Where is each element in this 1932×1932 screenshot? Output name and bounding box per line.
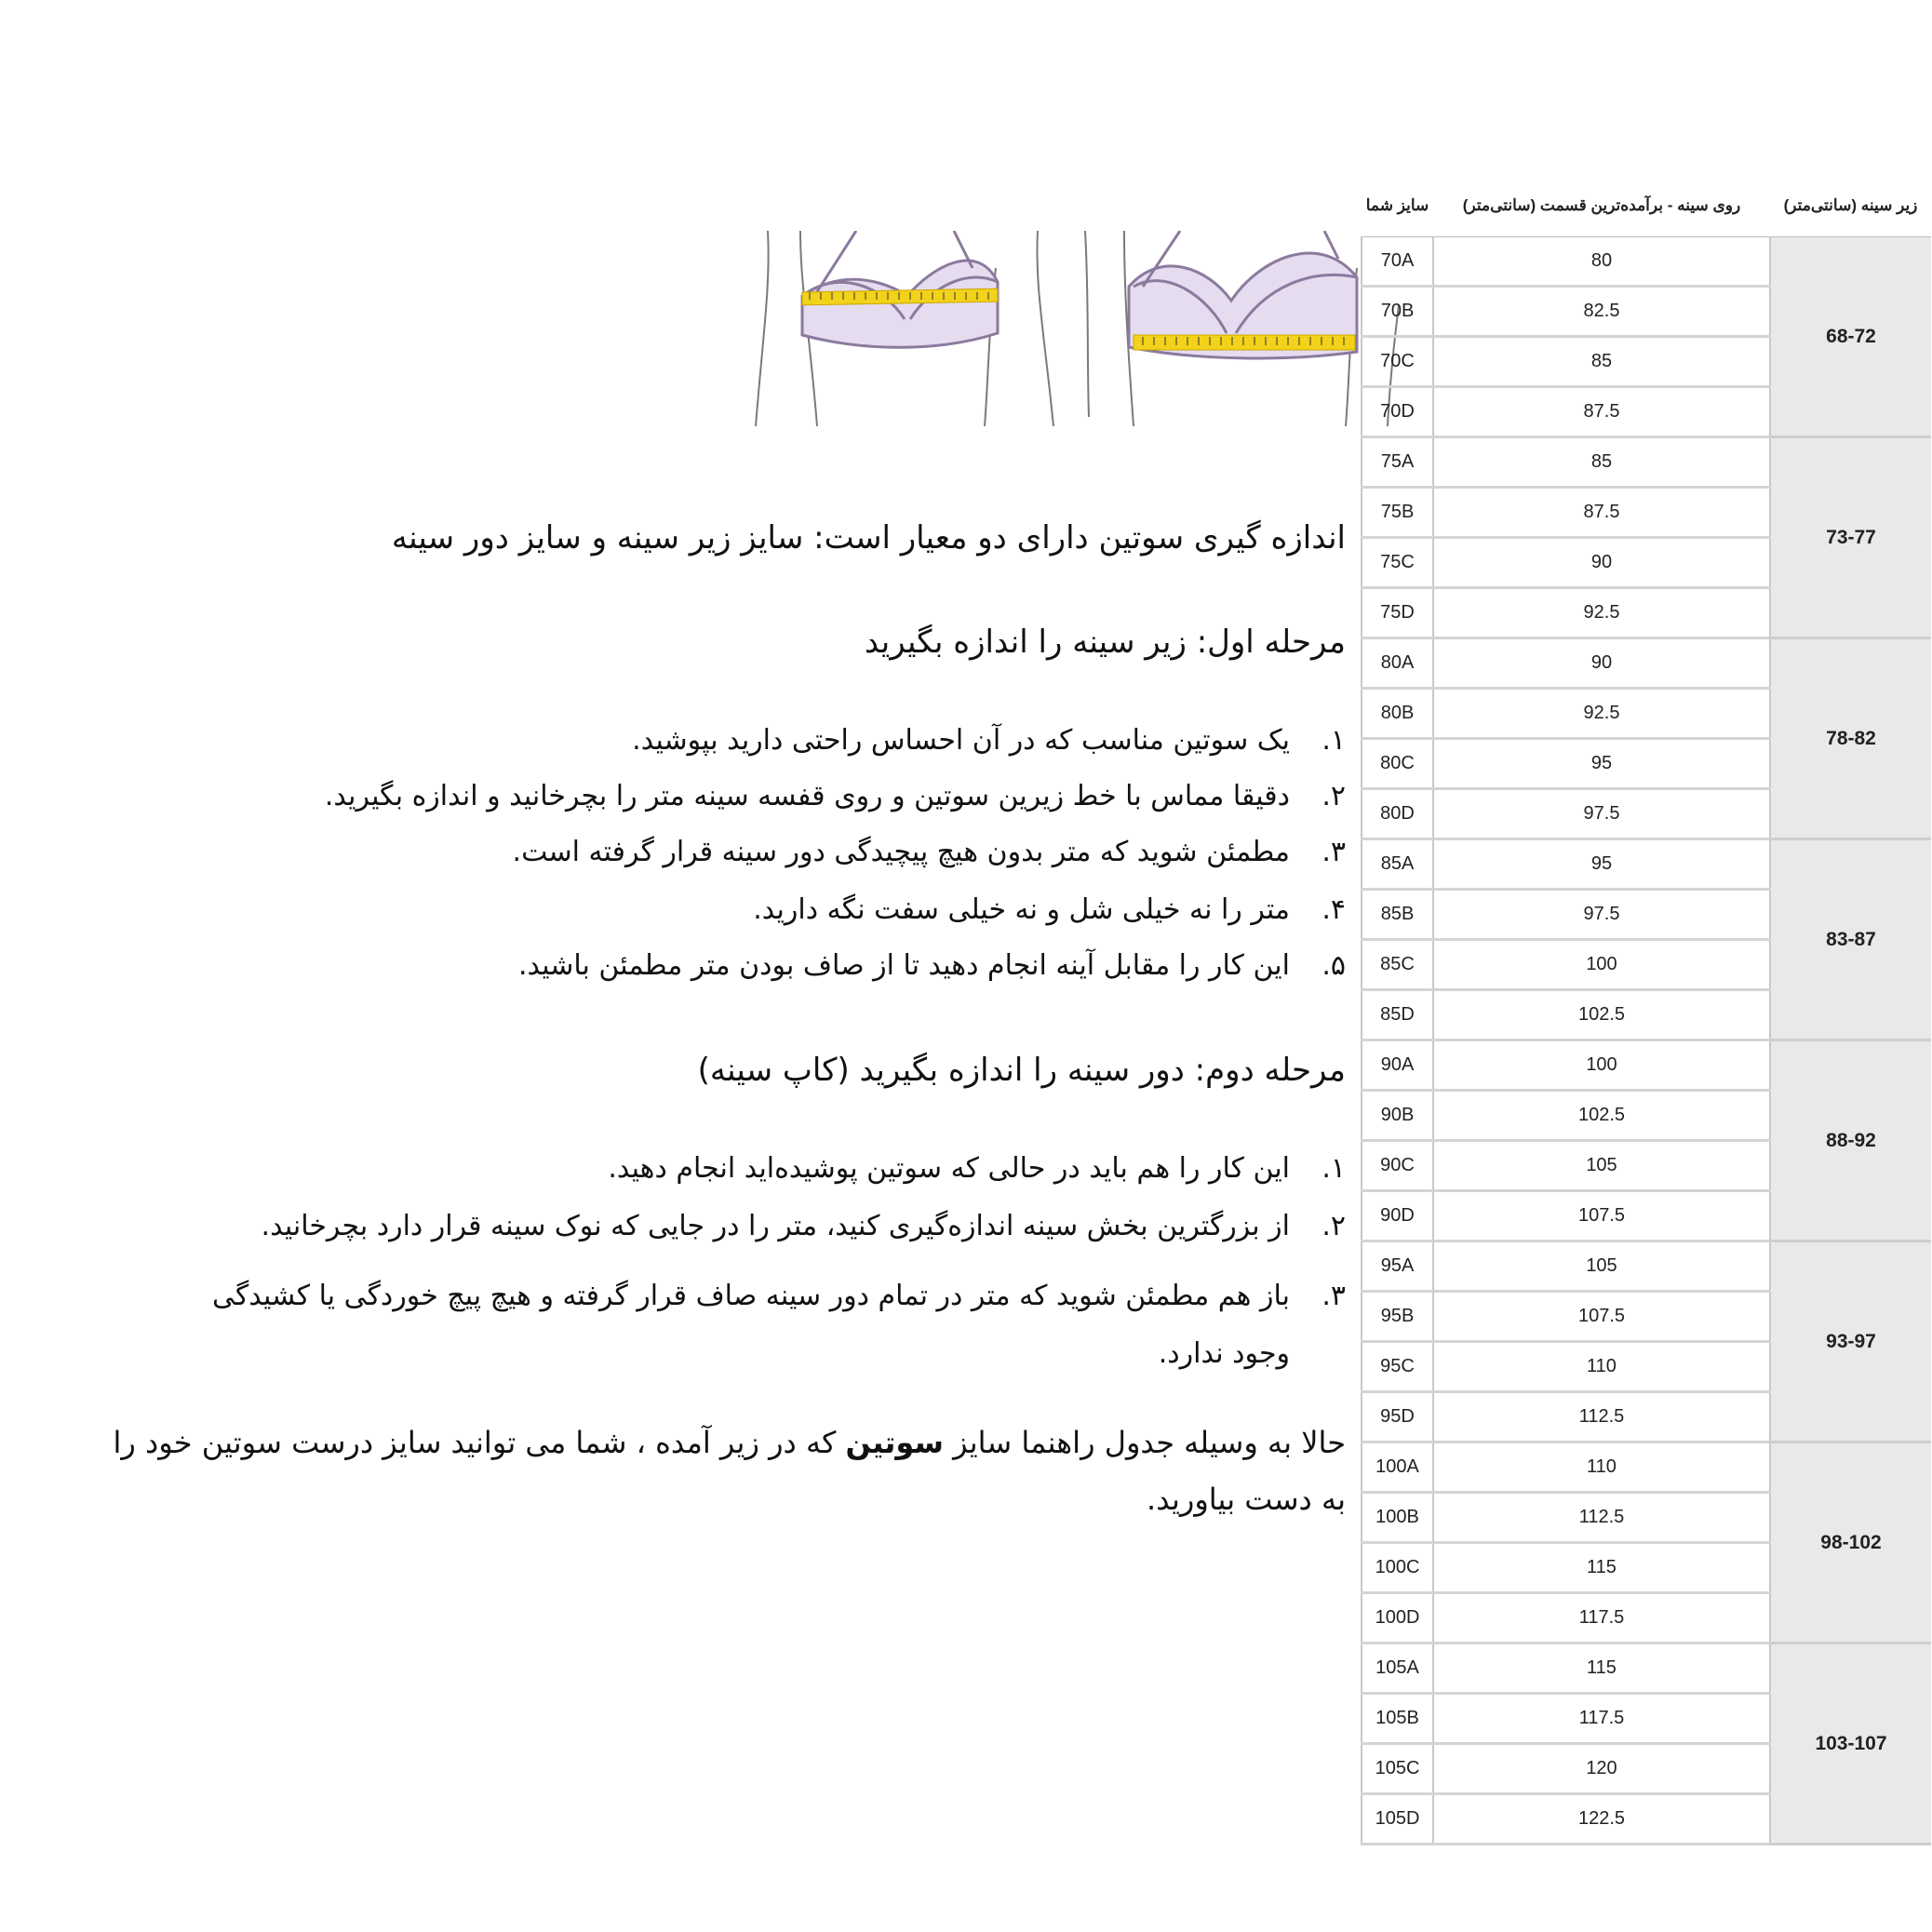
summary-text (99, 1415, 1346, 1528)
bust-cell: 115 (1433, 1543, 1770, 1593)
bust-cell: 100 (1433, 1040, 1770, 1091)
bust-cell: 110 (1433, 1342, 1770, 1392)
bra-size-table (1361, 175, 1931, 1845)
item-number: ۳. (1322, 836, 1346, 868)
step2-title: مرحله دوم: دور سینه را اندازه بگیرید (کاپ سینه) (697, 1052, 1346, 1089)
item-number: ۵. (1322, 949, 1346, 982)
bust-cell: 87.5 (1433, 488, 1770, 538)
size-cell: 85C (1362, 940, 1433, 990)
size-cell: 105C (1362, 1744, 1433, 1794)
underbust-cell: 88-92 (1770, 1040, 1931, 1241)
bust-cell: 95 (1433, 839, 1770, 890)
header-size: سایز شما (1362, 175, 1433, 237)
step1-item-2 (325, 780, 1346, 813)
bust-cell: 112.5 (1433, 1392, 1770, 1442)
table-row (1362, 638, 1931, 689)
item-text: از بزرگترین بخش سینه اندازه‌گیری کنید، متر را در جایی که نوک سینه قرار دارد بچرخانید. (261, 1210, 1290, 1242)
size-cell: 75C (1362, 538, 1433, 588)
size-cell: 105A (1362, 1644, 1433, 1694)
bust-cell: 122.5 (1433, 1794, 1770, 1845)
size-cell: 75A (1362, 437, 1433, 488)
bust-cell: 107.5 (1433, 1292, 1770, 1342)
size-cell: 70B (1362, 287, 1433, 337)
size-cell: 90D (1362, 1191, 1433, 1241)
bust-cell: 117.5 (1433, 1694, 1770, 1744)
size-cell: 95C (1362, 1342, 1433, 1392)
size-cell: 80D (1362, 789, 1433, 839)
size-cell: 75B (1362, 488, 1433, 538)
size-cell: 90B (1362, 1091, 1433, 1141)
table-row (1362, 1241, 1931, 1292)
step2-item-3 (201, 1268, 1346, 1382)
size-cell: 95B (1362, 1292, 1433, 1342)
size-cell: 80B (1362, 689, 1433, 739)
bust-cell: 112.5 (1433, 1493, 1770, 1543)
size-cell: 95D (1362, 1392, 1433, 1442)
item-text: یک سوتین مناسب که در آن احساس راحتی دارید بپوشید. (632, 724, 1290, 757)
bust-cell: 100 (1433, 940, 1770, 990)
item-text: این کار را هم باید در حالی که سوتین پوشیده‌اید انجام دهید. (608, 1152, 1290, 1185)
size-cell: 95A (1362, 1241, 1433, 1292)
size-cell: 70C (1362, 337, 1433, 387)
bust-cell: 95 (1433, 739, 1770, 789)
table-row (1362, 437, 1931, 488)
size-cell: 85D (1362, 990, 1433, 1040)
summary-bold: سوتین (845, 1425, 944, 1460)
underbust-measure-illustration (745, 231, 1066, 426)
bust-cell: 92.5 (1433, 588, 1770, 638)
summary-before: حالا به وسیله جدول راهنما سایز (943, 1425, 1346, 1460)
size-cell: 75D (1362, 588, 1433, 638)
size-cell: 80C (1362, 739, 1433, 789)
item-text: دقیقا مماس با خط زیرین سوتین و روی قفسه سینه متر را بچرخانید و اندازه بگیرید. (324, 780, 1290, 812)
bust-cell: 117.5 (1433, 1593, 1770, 1644)
bust-measure-illustration (1078, 231, 1399, 426)
bust-cell: 110 (1433, 1442, 1770, 1493)
item-number: ۱. (1322, 724, 1346, 757)
underbust-cell: 93-97 (1770, 1241, 1931, 1442)
underbust-cell: 78-82 (1770, 638, 1931, 839)
table-row (1362, 839, 1931, 890)
size-cell: 105B (1362, 1694, 1433, 1744)
bust-cell: 87.5 (1433, 387, 1770, 437)
size-cell: 100D (1362, 1593, 1433, 1644)
header-underbust: زیر سینه (سانتی‌متر) (1770, 175, 1931, 237)
step1-title: مرحله اول: زیر سینه را اندازه بگیرید (864, 624, 1346, 661)
size-cell: 90C (1362, 1141, 1433, 1191)
size-cell: 85B (1362, 890, 1433, 940)
bust-cell: 102.5 (1433, 990, 1770, 1040)
bust-cell: 97.5 (1433, 890, 1770, 940)
header-bust: روی سینه - برآمده‌ترین قسمت (سانتی‌متر) (1433, 175, 1770, 237)
bust-cell: 115 (1433, 1644, 1770, 1694)
size-cell: 70D (1362, 387, 1433, 437)
table-row (1362, 1040, 1931, 1091)
step2-item-2 (262, 1210, 1346, 1243)
size-cell: 105D (1362, 1794, 1433, 1845)
item-number: ۲. (1322, 780, 1346, 812)
table-row (1362, 1442, 1931, 1493)
step1-item-1 (632, 724, 1346, 758)
item-text: مطمئن شوید که متر بدون هیچ پیچیدگی دور سینه قرار گرفته است. (512, 836, 1290, 868)
underbust-cell: 68-72 (1770, 237, 1931, 437)
underbust-cell: 103-107 (1770, 1644, 1931, 1845)
bust-cell: 85 (1433, 337, 1770, 387)
size-cell: 85A (1362, 839, 1433, 890)
bust-cell: 92.5 (1433, 689, 1770, 739)
underbust-cell: 98-102 (1770, 1442, 1931, 1644)
size-cell: 100B (1362, 1493, 1433, 1543)
bust-cell: 105 (1433, 1141, 1770, 1191)
bust-cell: 105 (1433, 1241, 1770, 1292)
measuring-tape (802, 288, 998, 305)
item-text: این کار را مقابل آینه انجام دهید تا از صاف بودن متر مطمئن باشید. (517, 949, 1290, 982)
item-text: متر را نه خیلی شل و نه خیلی سفت نگه دارید. (753, 893, 1290, 926)
item-text: باز هم مطمئن شوید که متر در تمام دور سینه صاف قرار گرفته و هیچ پیچ خوردگی یا کشیدگی وجود ندارد. (211, 1280, 1290, 1370)
intro-heading: اندازه گیری سوتین دارای دو معیار است: سایز زیر سینه و سایز دور سینه (391, 519, 1346, 557)
item-number: ۴. (1322, 893, 1346, 926)
size-cell: 100C (1362, 1543, 1433, 1593)
bust-cell: 90 (1433, 538, 1770, 588)
bust-cell: 120 (1433, 1744, 1770, 1794)
size-cell: 90A (1362, 1040, 1433, 1091)
table-row (1362, 237, 1931, 287)
table-row (1362, 1644, 1931, 1694)
bust-cell: 102.5 (1433, 1091, 1770, 1141)
item-number: ۱. (1322, 1152, 1346, 1185)
bust-cell: 85 (1433, 437, 1770, 488)
summary-after: که در زیر آمده ، شما می توانید سایز درست سوتین خود را به دست بیاورید. (113, 1425, 1346, 1517)
torso-outline-right (1037, 231, 1053, 426)
step1-item-3 (513, 836, 1346, 869)
size-cell: 70A (1362, 237, 1433, 287)
underbust-cell: 83-87 (1770, 839, 1931, 1040)
step2-item-1 (608, 1152, 1346, 1186)
table-header-row (1362, 175, 1931, 237)
bust-cell: 97.5 (1433, 789, 1770, 839)
size-cell: 100A (1362, 1442, 1433, 1493)
bust-cell: 80 (1433, 237, 1770, 287)
bust-cell: 90 (1433, 638, 1770, 689)
step1-item-5 (518, 949, 1346, 983)
item-number: ۳. (1322, 1280, 1346, 1312)
underbust-cell: 73-77 (1770, 437, 1931, 638)
bust-cell: 107.5 (1433, 1191, 1770, 1241)
torso-outline-left (756, 231, 769, 426)
bust-cell: 82.5 (1433, 287, 1770, 337)
item-number: ۲. (1322, 1210, 1346, 1242)
size-cell: 80A (1362, 638, 1433, 689)
table-body (1362, 237, 1931, 1845)
step1-item-4 (753, 893, 1346, 927)
arm-left (1085, 231, 1089, 417)
